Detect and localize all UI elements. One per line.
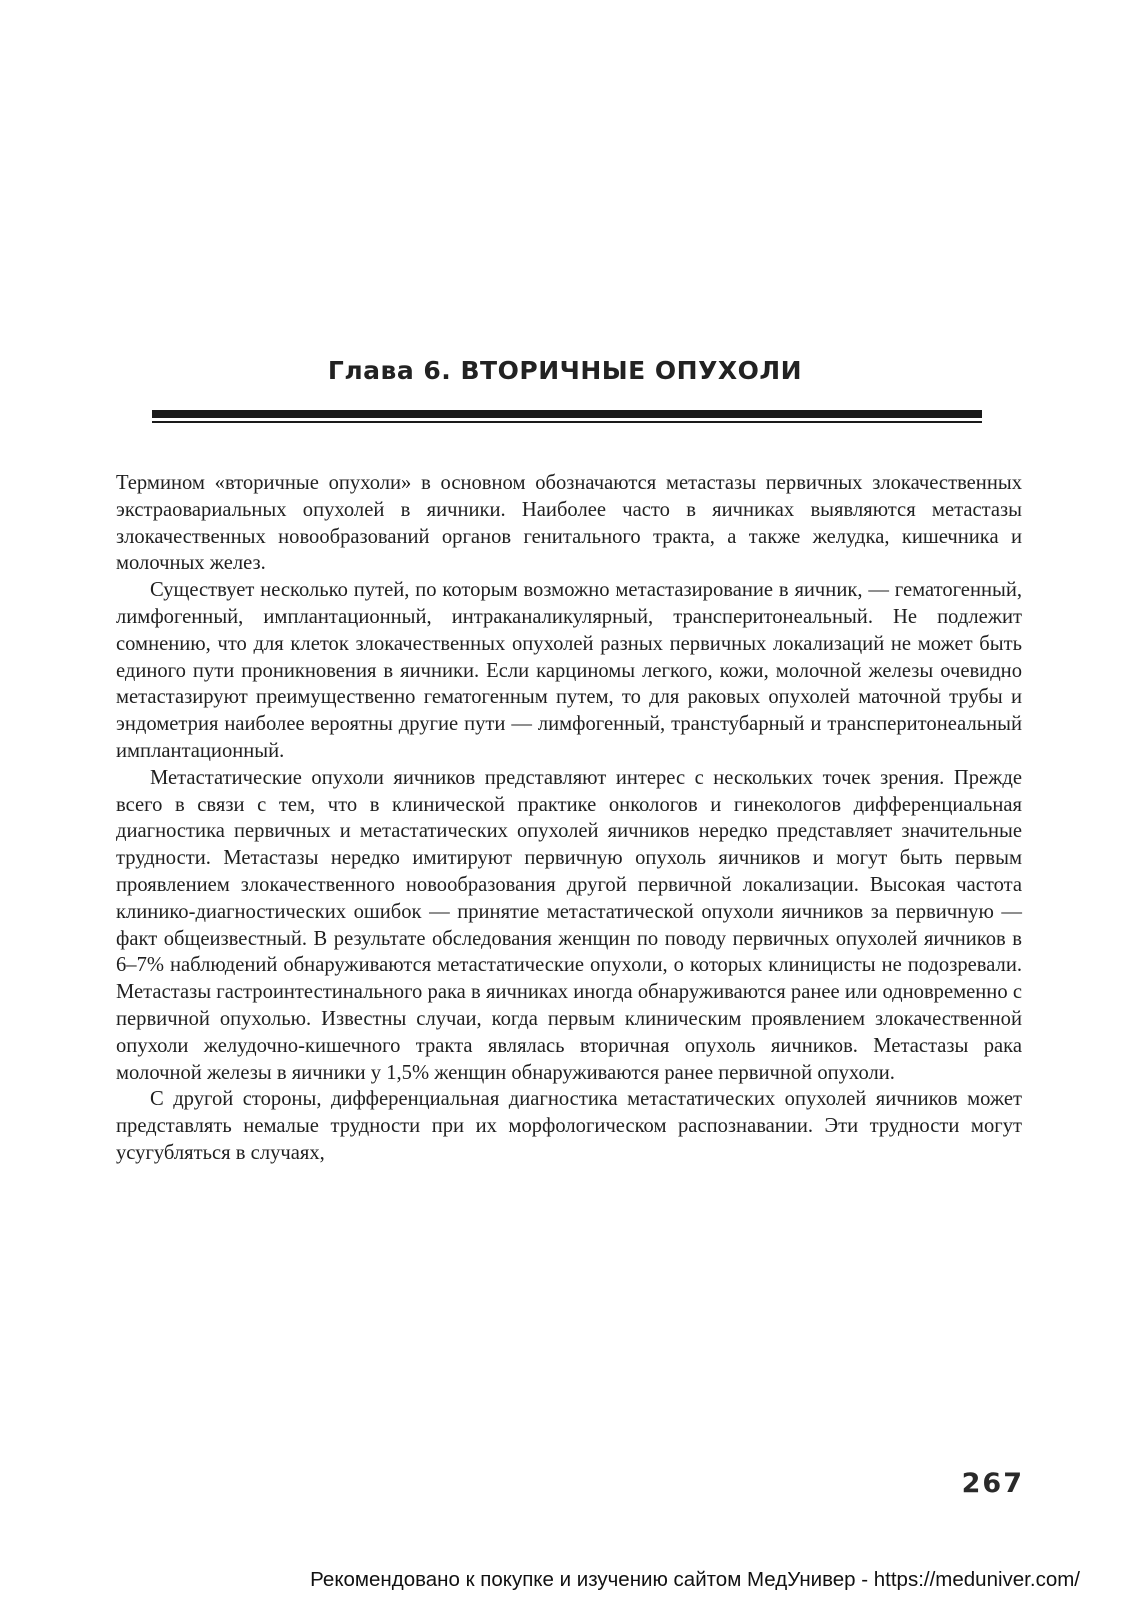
title-rule-thin xyxy=(152,421,982,423)
footer-recommendation: Рекомендовано к покупке и изучению сайтом МедУнивер - https://meduniver.com/ xyxy=(310,1568,1080,1591)
page-number: 267 xyxy=(961,1468,1024,1499)
paragraph-pathways: Существует несколько путей, по которым возможно метастазирование в яичник, — гематогенный, лимфогенный, имплантационный, интраканаликулярный, трансперитонеальный. Не подлежит сомнению, что для клеток злокачественных опухолей разных первичных локализаций не может быть единого пути проникновения в яичники. Если карциномы легкого, кожи, молочной железы очевидно метастазируют преимущественно гематогенным путем, то для раковых опухолей маточной трубы и эндометрия наиболее вероятны другие пути — лимфогенный, транстубарный и трансперитонеальный имплантационный. xyxy=(116,579,1022,762)
paragraph-morphology: С другой стороны, дифференциальная диагностика метастатических опухолей яичников может представлять немалые трудности при их морфологическом распознавании. Эти трудности могут усугубляться в случаях, xyxy=(116,1088,1022,1164)
body-text xyxy=(116,470,1022,1167)
paragraph-intro: Термином «вторичные опухоли» в основном обозначаются метастазы первичных злокачественных экстраовариальных опухолей в яичники. Наиболее часто в яичниках выявляются метастазы злокачественных новообразований органов генитального тракта, а также желудка, кишечника и молочных желез. xyxy=(116,472,1022,575)
paragraph-clinical-interest: Метастатические опухоли яичников представляют интерес с нескольких точек зрения. Прежде всего в связи с тем, что в клинической практике онкологов и гинекологов дифференциальная диагностика первичных и метастатических опухолей яичников нередко представляет значительные трудности. Метастазы нередко имитируют первичную опухоль яичников и могут быть первым проявлением злокачественного новообразования другой первичной локализации. Высокая частота клинико-диагностических ошибок — принятие метастатической опухоли яичников за первичную — факт общеизвестный. В результате обследования женщин по поводу первичных опухолей яичников в 6–7% наблюдений обнаруживаются метастатические опухоли, о которых клиницисты не подозревали. Метастазы гастроинтестинального рака в яичниках иногда обнаруживаются ранее или одновременно с первичной опухолью. Известны случаи, когда первым клиническим проявлением злокачественной опухоли желудочно-кишечного тракта являлась вторичная опухоль яичников. Метастазы рака молочной железы в яичники у 1,5% женщин обнаруживаются ранее первичной опухоли. xyxy=(116,766,1022,1084)
title-rule-thick xyxy=(152,410,982,418)
chapter-title: Глава 6. ВТОРИЧНЫЕ ОПУХОЛИ xyxy=(327,356,803,385)
